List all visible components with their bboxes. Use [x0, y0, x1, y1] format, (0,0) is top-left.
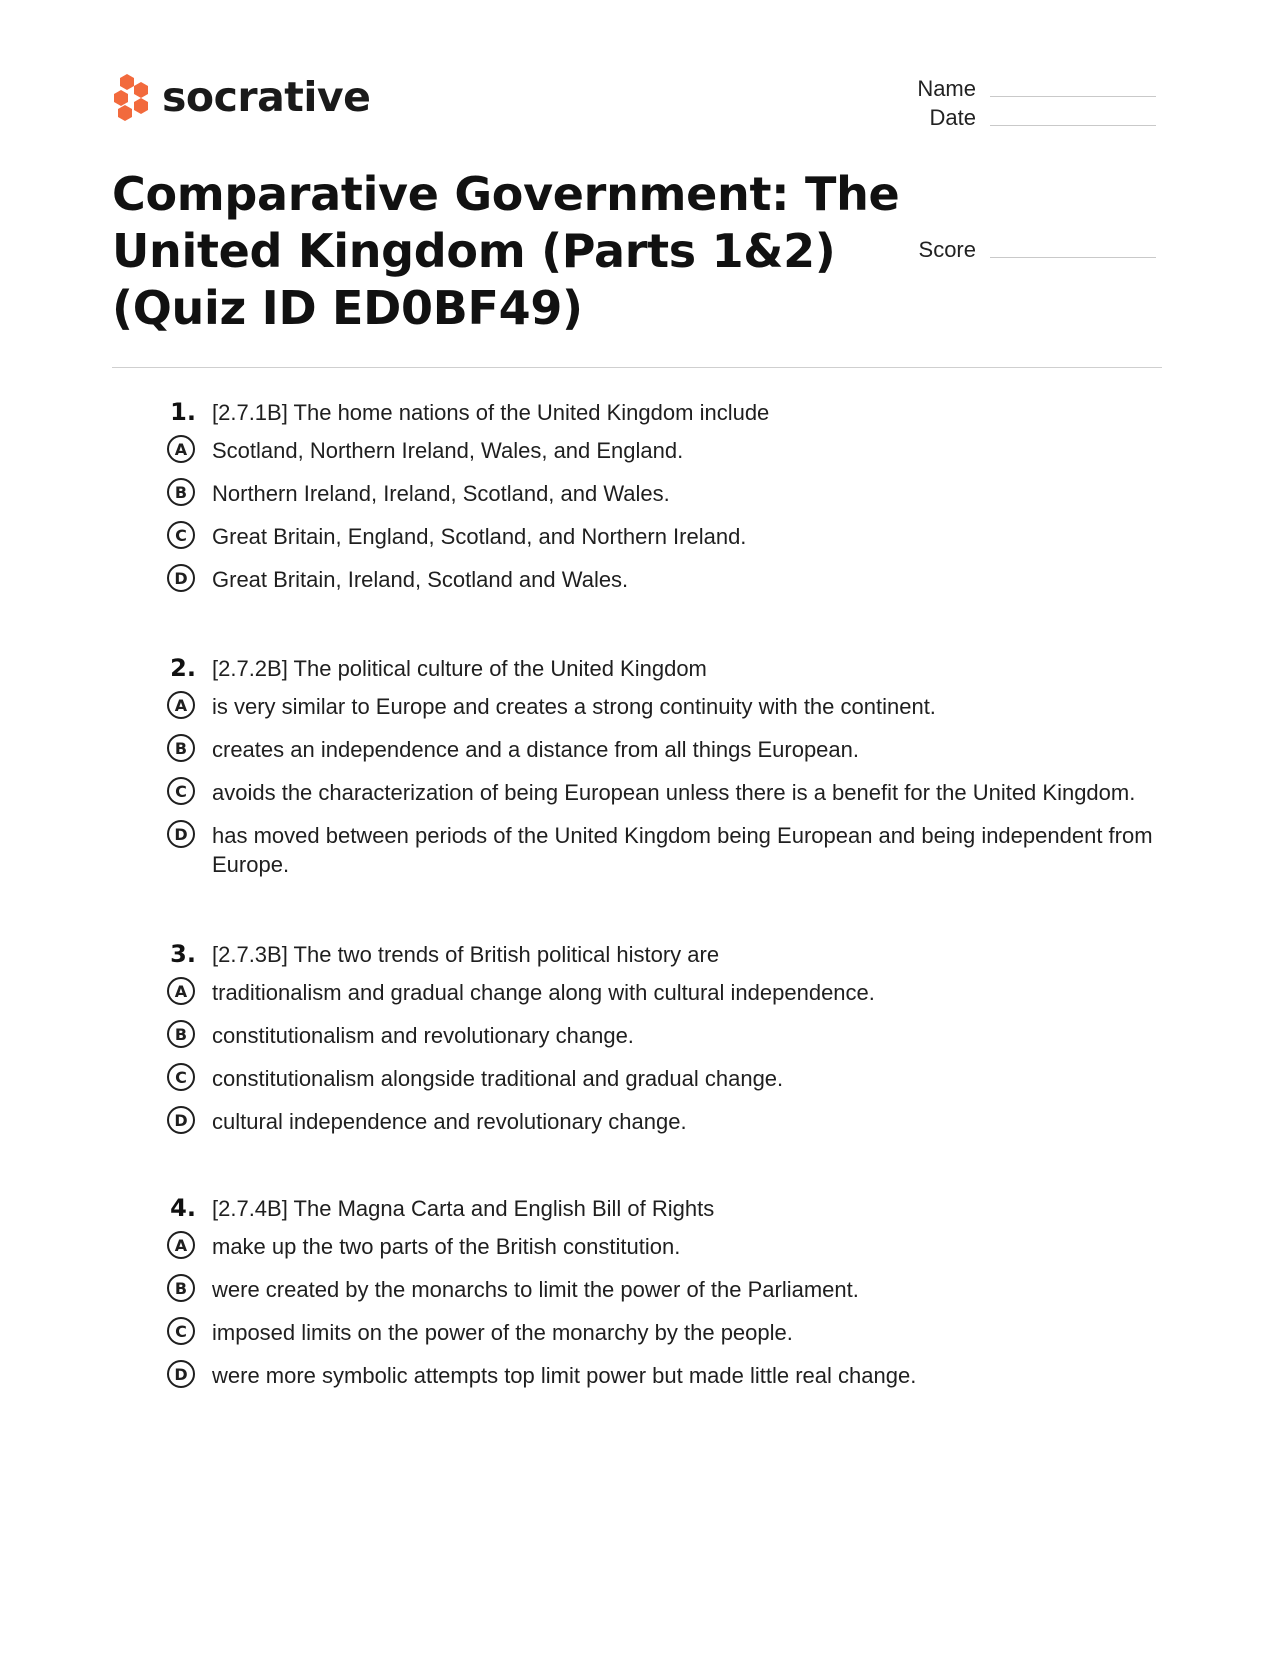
choice-d-bubble[interactable]: D [167, 1106, 195, 1134]
brand-name: socrative [162, 73, 371, 121]
name-field [866, 76, 1156, 102]
answer-choice [0, 976, 1275, 1019]
answer-choice [0, 1273, 1275, 1316]
choice-text: is very similar to Europe and creates a strong continuity with the continent. [212, 694, 936, 719]
choice-b-bubble[interactable]: B [167, 734, 195, 762]
choice-text: Great Britain, Ireland, Scotland and Wales. [212, 567, 629, 592]
header-divider [112, 367, 1162, 368]
choice-text: make up the two parts of the British constitution. [212, 1234, 681, 1259]
answer-choice [0, 563, 1275, 606]
choice-text: Scotland, Northern Ireland, Wales, and England. [212, 438, 684, 463]
choice-c-bubble[interactable]: C [167, 1063, 195, 1091]
choice-text: constitutionalism and revolutionary change. [212, 1023, 634, 1048]
question-1 [0, 398, 1275, 606]
score-label: Score [918, 237, 976, 262]
answer-choice [0, 477, 1275, 520]
choice-a-bubble[interactable]: A [167, 435, 195, 463]
answer-choice [0, 1230, 1275, 1273]
answer-choice [0, 1359, 1275, 1402]
answer-choice [0, 776, 1275, 819]
choice-a-bubble[interactable]: A [167, 691, 195, 719]
choice-d-bubble[interactable]: D [167, 1360, 195, 1388]
answer-choice [0, 520, 1275, 563]
choice-text: imposed limits on the power of the monarchy by the people. [212, 1320, 793, 1345]
choice-text: has moved between periods of the United Kingdom being European and being independent from Europe. [212, 823, 1153, 877]
question-number: 3. [170, 940, 196, 968]
question-number: 2. [170, 654, 196, 682]
choice-text: Great Britain, England, Scotland, and Northern Ireland. [212, 524, 747, 549]
choice-b-bubble[interactable]: B [167, 1020, 195, 1048]
date-blank-line[interactable] [990, 111, 1156, 126]
answer-choice [0, 1019, 1275, 1062]
answer-choices [0, 1230, 1275, 1402]
choice-a-bubble[interactable]: A [167, 1231, 195, 1259]
answer-choices [0, 976, 1275, 1148]
date-field [866, 105, 1156, 131]
name-blank-line[interactable] [990, 82, 1156, 97]
choice-c-bubble[interactable]: C [167, 777, 195, 805]
quiz-title: Comparative Government: The United Kingdom (Parts 1&2) (Quiz ID ED0BF49) [112, 167, 900, 335]
socrative-hexagons-icon [112, 72, 152, 122]
answer-choice [0, 733, 1275, 776]
question-3 [0, 940, 1275, 1148]
choice-text: creates an independence and a distance from all things European. [212, 737, 859, 762]
socrative-logo [112, 72, 370, 122]
choice-b-bubble[interactable]: B [167, 1274, 195, 1302]
score-field [866, 237, 1156, 263]
answer-choice [0, 1105, 1275, 1148]
answer-choices [0, 434, 1275, 606]
answer-choice [0, 1316, 1275, 1359]
answer-choice [0, 690, 1275, 733]
answer-choice [0, 819, 1275, 879]
answer-choice [0, 1062, 1275, 1105]
question-prompt: [2.7.3B] The two trends of British political history are [212, 942, 720, 967]
choice-c-bubble[interactable]: C [167, 521, 195, 549]
answer-choices [0, 690, 1275, 879]
question-4 [0, 1194, 1275, 1402]
choice-d-bubble[interactable]: D [167, 820, 195, 848]
choice-text: cultural independence and revolutionary change. [212, 1109, 687, 1134]
question-2 [0, 654, 1275, 879]
name-label: Name [917, 76, 976, 101]
question-prompt: [2.7.2B] The political culture of the United Kingdom [212, 656, 707, 681]
choice-text: constitutionalism alongside traditional and gradual change. [212, 1066, 784, 1091]
choice-a-bubble[interactable]: A [167, 977, 195, 1005]
choice-text: traditionalism and gradual change along with cultural independence. [212, 980, 875, 1005]
choice-text: avoids the characterization of being European unless there is a benefit for the United Kingdom. [212, 780, 1136, 805]
choice-text: were more symbolic attempts top limit power but made little real change. [212, 1363, 917, 1388]
score-blank-line[interactable] [990, 243, 1156, 258]
choice-text: Northern Ireland, Ireland, Scotland, and Wales. [212, 481, 670, 506]
question-prompt: [2.7.1B] The home nations of the United Kingdom include [212, 400, 770, 425]
question-number: 1. [170, 398, 196, 426]
question-prompt: [2.7.4B] The Magna Carta and English Bill of Rights [212, 1196, 715, 1221]
choice-b-bubble[interactable]: B [167, 478, 195, 506]
choice-text: were created by the monarchs to limit the power of the Parliament. [212, 1277, 859, 1302]
choice-d-bubble[interactable]: D [167, 564, 195, 592]
choice-c-bubble[interactable]: C [167, 1317, 195, 1345]
answer-choice [0, 434, 1275, 477]
date-label: Date [929, 105, 976, 130]
question-number: 4. [170, 1194, 196, 1222]
